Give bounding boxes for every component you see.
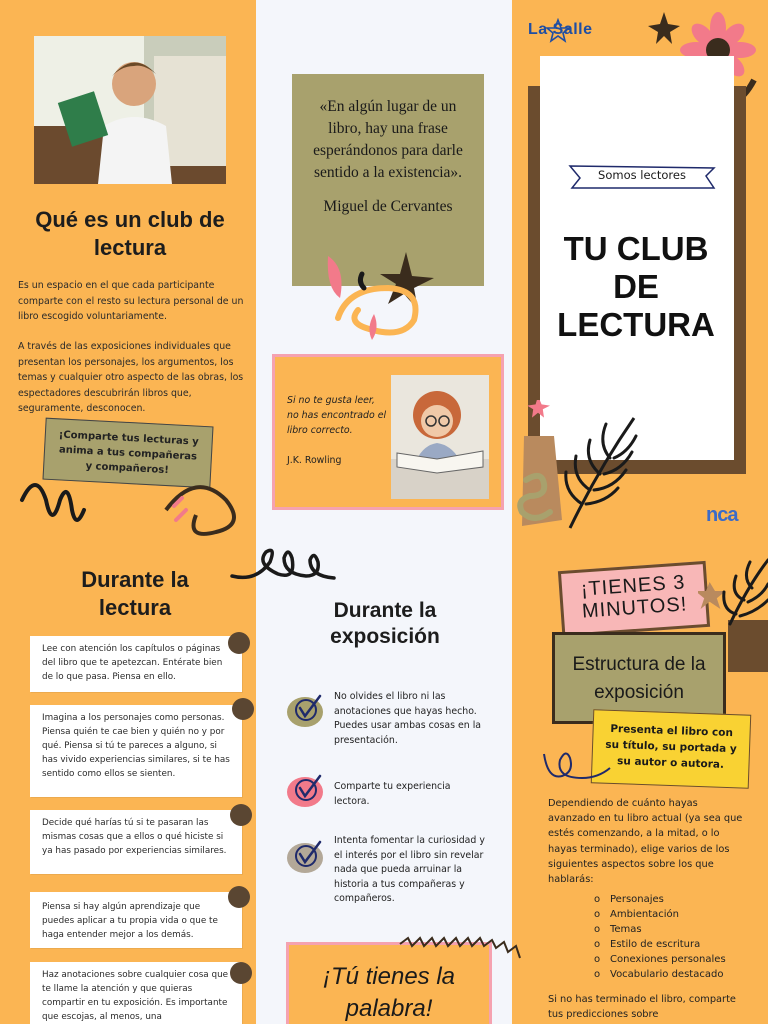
cervantes-author: Miguel de Cervantes: [323, 198, 453, 215]
tip-dot-4: [228, 886, 250, 908]
nca-logo: nca: [706, 504, 738, 526]
aspects-intro: Dependiendo de cuánto hayas avanzado en tu libro actual (ya sea que estés comenzando, a la mitad, o lo hayas terminado), elige varios de los siguientes aspectos sobre los que hablarás:: [548, 798, 743, 886]
star-shapes-decoration: [318, 248, 438, 344]
tip-dot-5: [230, 962, 252, 984]
during-exposition-title: Durante la exposición: [330, 599, 440, 649]
tip-card-2: [30, 705, 242, 797]
your-turn-text: ¡Tú tienes la palabra!: [322, 963, 456, 1022]
club-paragraph-2: A través de las exposiciones individuales que presentan los personajes, los argumentos, los temas y cualquier otro aspecto de las obras, los espectadores descubrirán libros que, seguramente, desconocen.: [18, 341, 244, 414]
tip-dot-1: [228, 632, 250, 654]
check-icon-1: [286, 692, 324, 728]
tip-dot-3: [230, 804, 252, 826]
boy-reading-photo: [34, 36, 226, 184]
leaf-decoration: [514, 400, 644, 532]
lasalle-logo-text: La Salle: [528, 21, 593, 38]
minutes-banner: [558, 561, 710, 637]
main-title: TU CLUB DE LECTURA: [557, 230, 715, 343]
zigzag-decoration: [398, 934, 522, 964]
check-text-1: No olvides el libro ni las anotaciones que hayas hecho. Puedes usar ambas cosas en la presentación.: [334, 691, 482, 746]
rowling-author: J.K. Rowling: [287, 455, 342, 466]
club-title: Qué es un club de lectura: [35, 207, 225, 260]
aspect-item: o Estilo de escritura: [594, 937, 754, 952]
closing-text: Si no has terminado el libro, comparte tus predicciones sobre: [548, 994, 736, 1021]
present-note: [591, 709, 751, 788]
rowling-card: [272, 354, 504, 510]
tip-text-5: Haz anotaciones sobre cualquier cosa que te llame la atención y que quieras compartir en tu exposición. Es importante que escojas, al menos, una: [42, 970, 229, 1022]
tip-text-1: Lee con atención los capítulos o páginas del libro que te apetezcan. Entérate bien de lo que pasa. Piensa en ello.: [42, 644, 223, 682]
tip-card-1: [30, 636, 242, 692]
during-reading-title: Durante la lectura: [81, 567, 189, 620]
somos-lectores-text: Somos lectores: [598, 168, 686, 182]
check-text-2: Comparte tu experiencia lectora.: [334, 781, 451, 807]
lasalle-logo: [526, 18, 612, 48]
aspect-item: o Ambientación: [594, 907, 754, 922]
girl-reading-photo: [391, 375, 489, 499]
tip-text-3: Decide qué harías tú si te pasaran las mismas cosas que a ellos o qué hiciste si ya has pasado por experiencias similares.: [42, 818, 227, 856]
check-icon-2: [286, 772, 324, 808]
aspects-list: [594, 892, 754, 982]
tip-text-4: Piensa si hay algún aprendizaje que puedes aplicar a tu propia vida o que te haga entender mejor a los demás.: [42, 902, 218, 940]
aspect-item: o Temas: [594, 922, 754, 937]
check-icon-3: [286, 838, 324, 874]
tip-card-5: [30, 962, 242, 1024]
aspect-item: o Conexiones personales: [594, 952, 754, 967]
structure-title: Estructura de la exposición: [572, 654, 706, 703]
aspect-item: o Personajes: [594, 892, 754, 907]
tip-card-3: [30, 810, 242, 874]
tip-dot-2: [232, 698, 254, 720]
present-note-text: Presenta el libro con su título, su portada y su autor o autora.: [605, 722, 737, 771]
squiggle-decoration: [230, 544, 342, 592]
share-note-text: ¡Comparte tus lecturas y anima a tus compañeras y compañeros!: [58, 429, 199, 477]
aspect-item: o Vocabulario destacado: [594, 967, 754, 982]
tip-text-2: Imagina a los personajes como personas. Piensa quién te cae bien y quién no y por qué. Piensa si tú te pareces a alguno, si has vivido experiencias similares, si te has sentido como ellos se sienten.: [42, 713, 230, 779]
club-paragraph-1: Es un espacio en el que cada participante comparte con el resto su lectura personal de un libro escogido voluntariamente.: [18, 280, 244, 322]
minutes-text: ¡TIENES 3 MINUTOS!: [580, 571, 688, 623]
cervantes-quote: «En algún lugar de un libro, hay una frase esperándonos para darle sentido a la existencia».: [313, 98, 463, 181]
scribble-decoration: [16, 470, 256, 550]
check-text-3: Intenta fomentar la curiosidad y el interés por el libro sin revelar nada que pueda arruinar la historia a tus compañeras y compañeros.: [334, 835, 485, 904]
rowling-quote: Si no te gusta leer, no has encontrado el libro correcto.: [287, 395, 387, 436]
tip-card-4: [30, 892, 242, 948]
somos-lectores-badge: [568, 162, 716, 192]
loop-squiggle-decoration: [542, 744, 612, 784]
